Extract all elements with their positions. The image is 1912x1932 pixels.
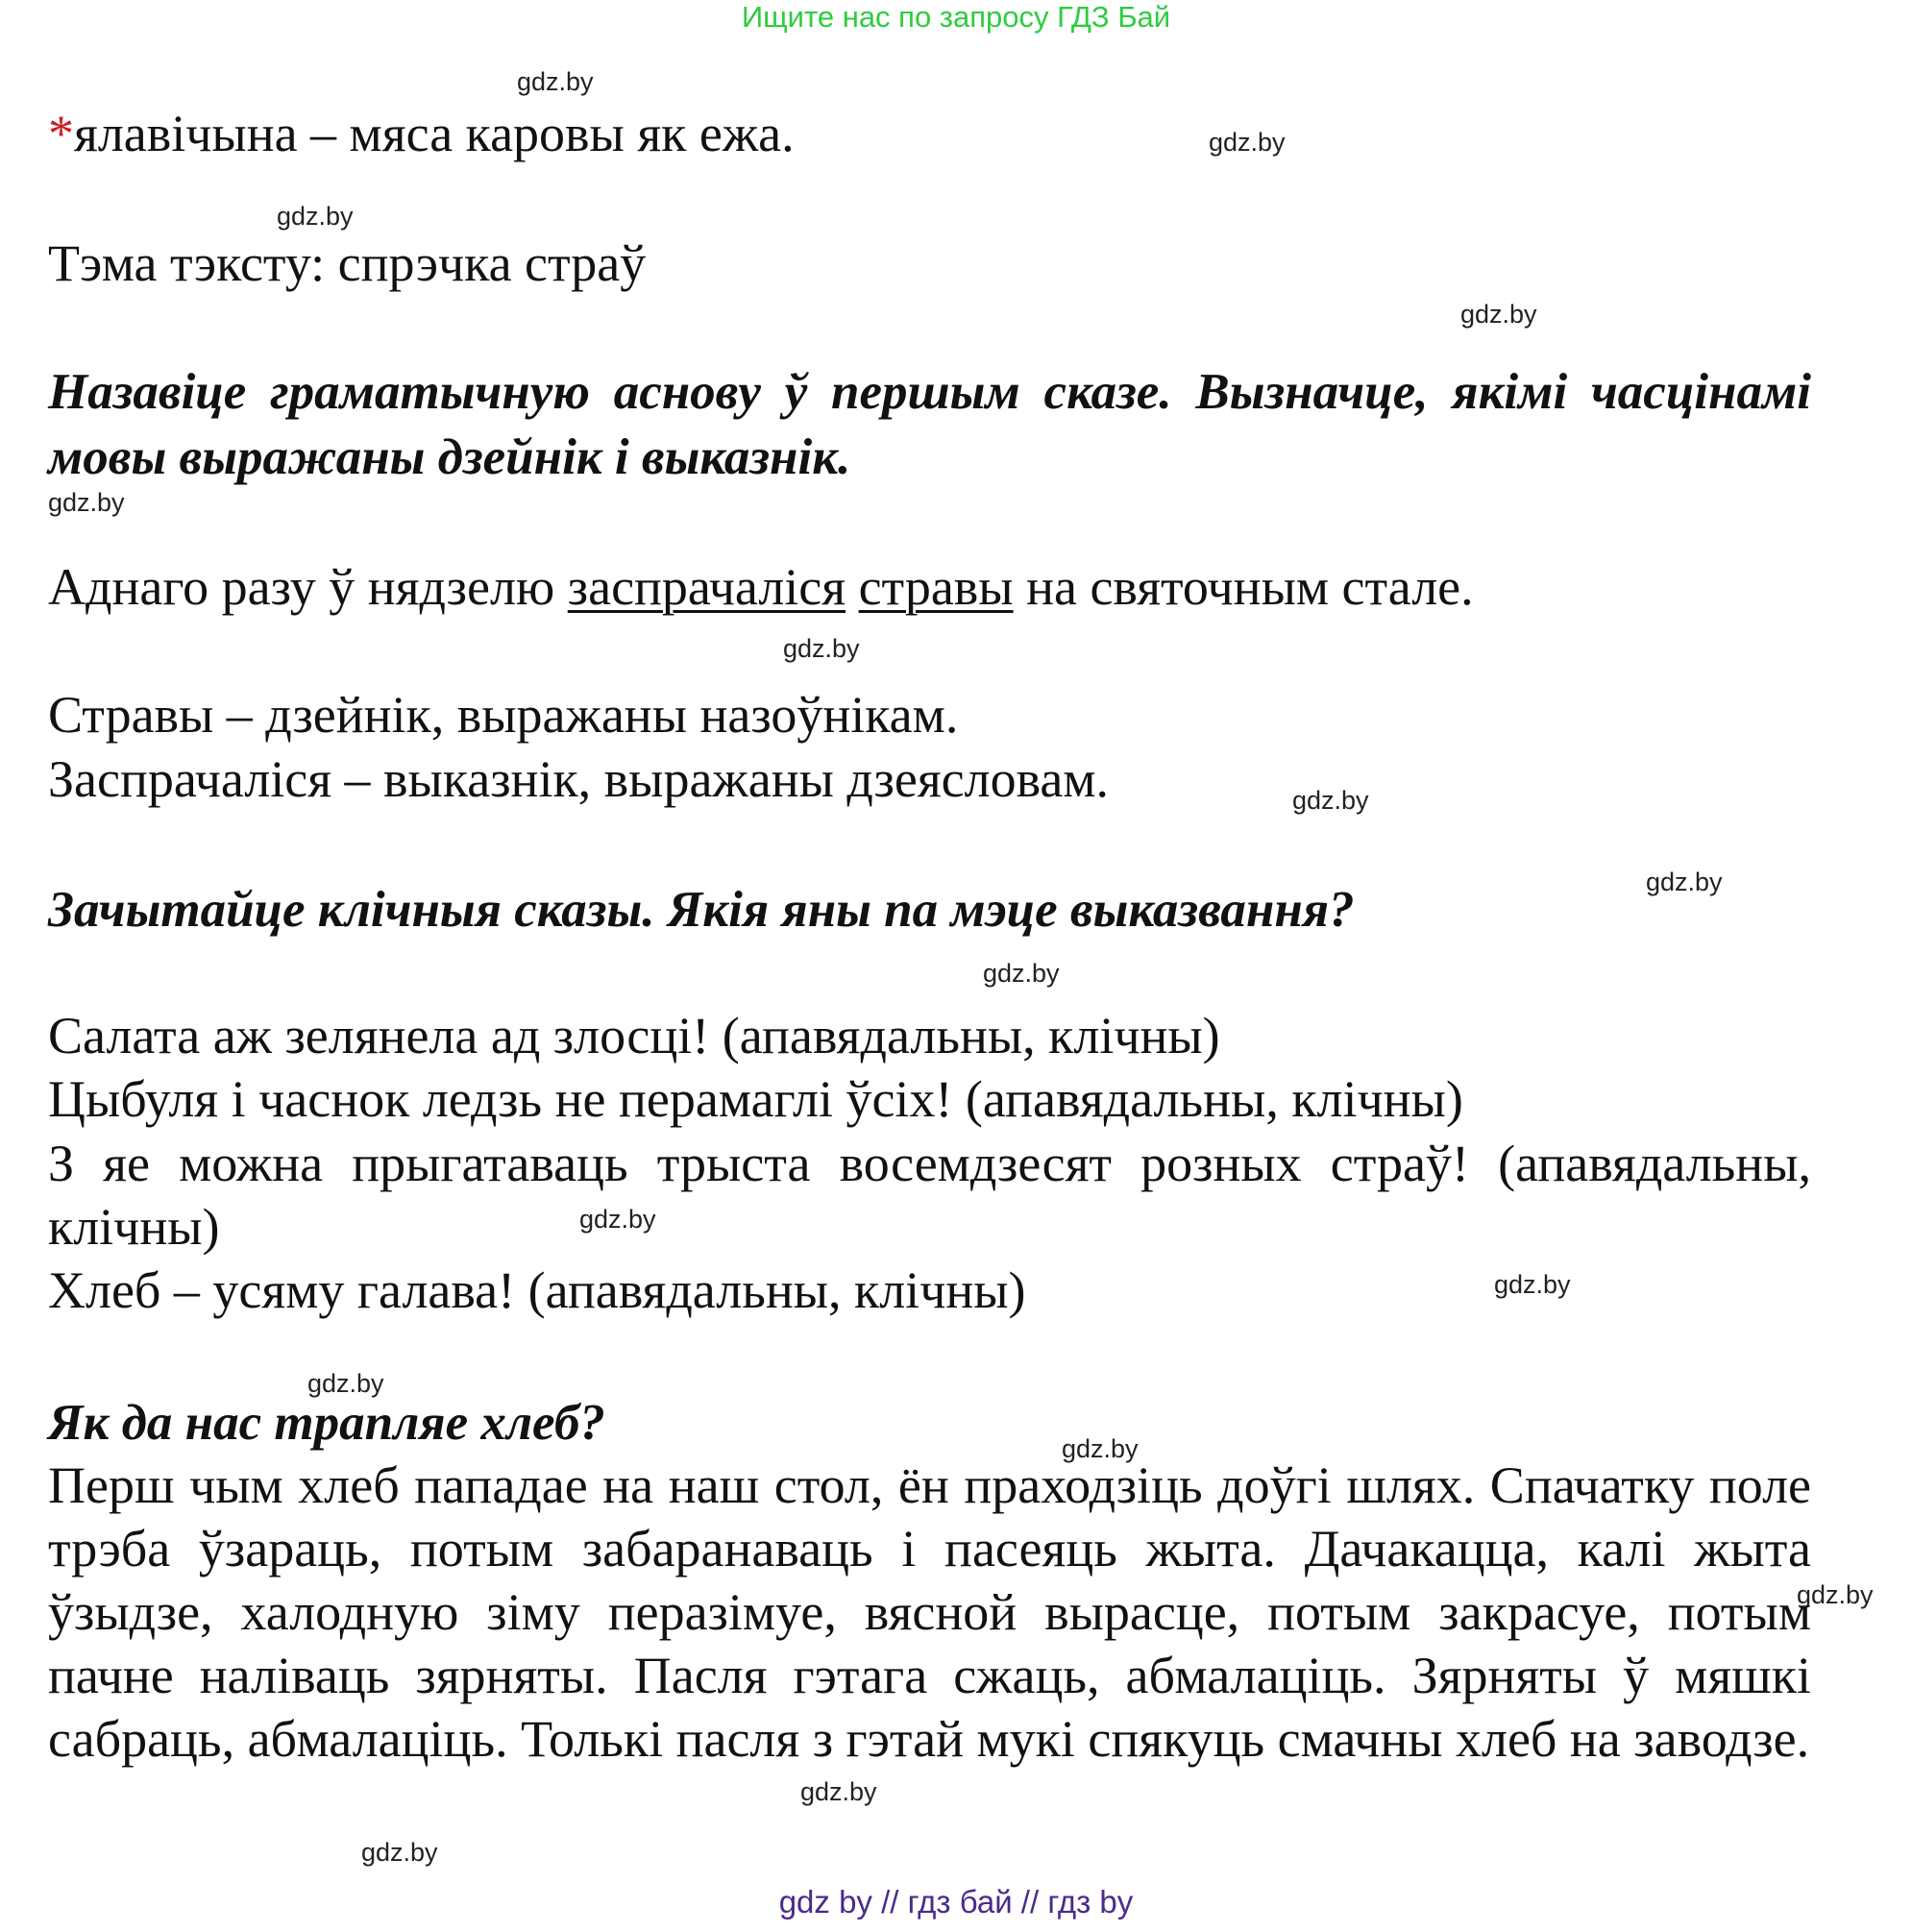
exclamation-sentence-1: Салата аж зелянела ад злосці! (апавядальны, клічны) [48,1007,1220,1064]
task1-heading: Назавіце граматычную аснову ў першым сказе. Вызначце, якімі часцінамі мовы выражаны дзейнік і выказнік. [48,364,1811,485]
watermark: gdz.by [48,488,125,517]
task2-heading: Зачытайце клічныя сказы. Якія яны па мэце выказвання? [48,882,1355,938]
sentence-end: на святочным стале. [1013,558,1474,616]
exclamation-sentence-2: Цыбуля і часнок ледзь не перамаглі ўсіх! (апавядальны, клічны) [48,1070,1463,1128]
watermark: gdz.by [1062,1434,1139,1463]
footer-links: gdz by // гдз бай // гдз by [778,1884,1134,1920]
task3-answer-paragraph: Перш чым хлеб пападае на наш стол, ён праходзіць доўгі шлях. Спачатку поле трэба ўзараць, потым забаранаваць і пасеяць жыта. Дачакацца, калі жыта ўзыдзе, халодную зіму перазімуе, вясной вырасце, потым закрасуе, потым пачне наліваць зярняты. Пасля гэтага сжаць, абмалаціць. Зярняты ў мяшкі сабраць, абмалаціць. Толькі пасля з гэтай мукі спякуць смачны хлеб на заводзе. [48,1456,1811,1768]
watermark: gdz.by [783,634,860,663]
watermark: gdz.by [517,67,594,96]
exclamation-sentence-4: Хлеб – усяму галава! (апавядальны, клічны) [48,1261,1026,1319]
sentence-start: Аднаго разу ў нядзелю [48,558,568,616]
task1-answer-subject: Стравы – дзейнік, выражаны назоўнікам. [48,686,959,744]
task3-heading: Як да нас трапляе хлеб? [48,1395,605,1451]
exclamation-sentence-3: З яе можна прыгатаваць трыста восемдзесят розных страў! (апавядальны, клічны) [48,1135,1811,1256]
watermark: gdz.by [1646,868,1723,896]
watermark: gdz.by [1797,1580,1874,1609]
theme-line: Тэма тэксту: спрэчка страў [48,234,647,292]
footnote [48,104,795,163]
watermark: gdz.by [579,1205,656,1234]
watermark: gdz.by [1494,1270,1571,1299]
footnote-asterisk: * [48,105,74,162]
watermark: gdz.by [307,1369,384,1398]
predicate-word: заспрачаліся [567,558,846,616]
watermark: gdz.by [277,202,354,231]
watermark: gdz.by [1292,786,1369,815]
task1-sentence [48,557,1474,617]
watermark: gdz.by [1209,128,1286,157]
watermark: gdz.by [1460,300,1537,329]
task1-answer-predicate: Заспрачаліся – выказнік, выражаны дзеясловам. [48,750,1109,808]
watermark: gdz.by [361,1838,438,1867]
subject-word: стравы [858,558,1014,616]
watermark: gdz.by [800,1777,877,1806]
search-banner: Ищите нас по запросу ГДЗ Бай [741,0,1171,34]
footnote-text: ялавічына – мяса каровы як ежа. [74,105,795,162]
watermark: gdz.by [983,959,1060,988]
